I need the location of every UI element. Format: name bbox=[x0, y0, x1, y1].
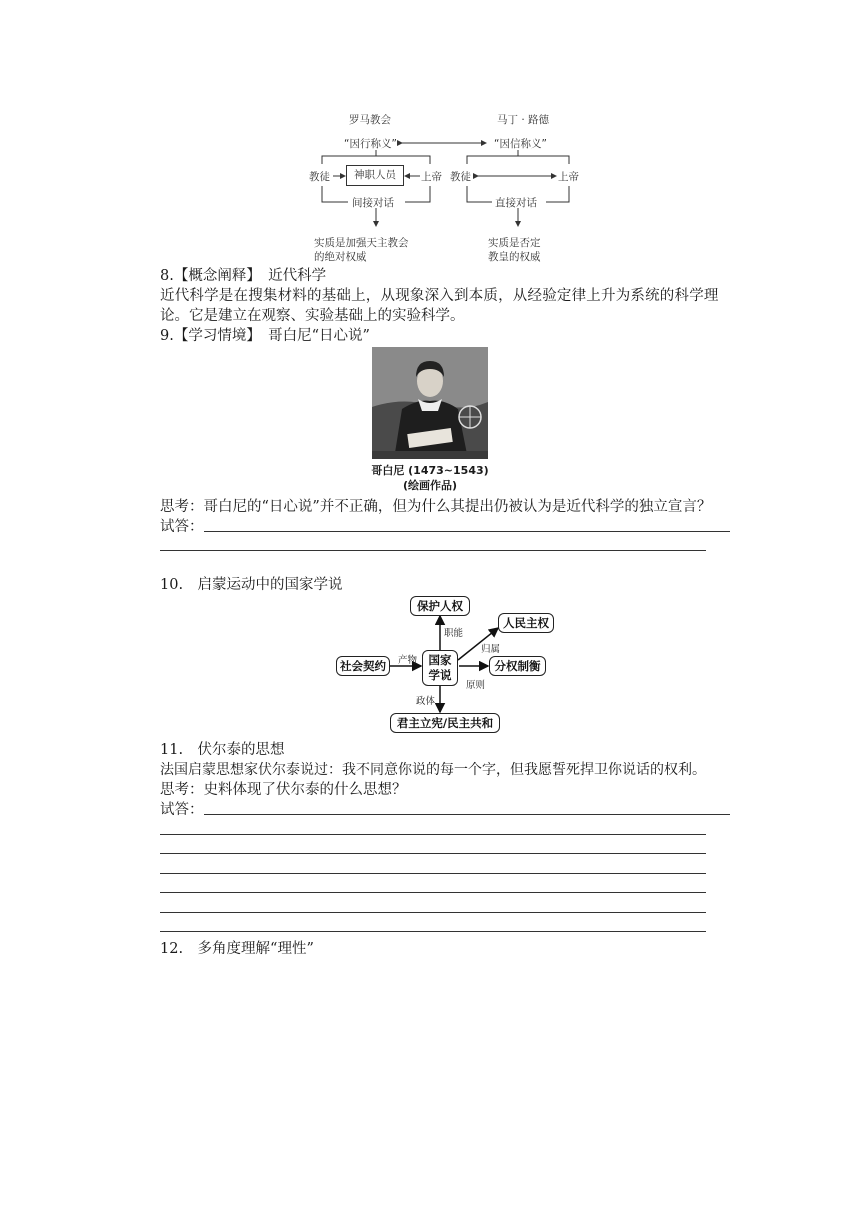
node-state-theory bbox=[422, 650, 458, 686]
label-principle: 原则 bbox=[466, 680, 486, 691]
item11-answer-line[interactable] bbox=[160, 931, 706, 932]
item11-answer-line[interactable] bbox=[160, 912, 706, 913]
label-polity: 政体 bbox=[416, 696, 436, 707]
clergy-box: 神职人员 bbox=[346, 165, 404, 186]
left-god: 上帝 bbox=[421, 171, 442, 183]
right-title: 马丁 · 路德 bbox=[497, 114, 550, 126]
label-function: 职能 bbox=[444, 628, 464, 639]
item9-heading: 9.【学习情境】 哥白尼“日心说” bbox=[160, 328, 370, 344]
right-essence-line2: 教皇的权威 bbox=[488, 251, 541, 263]
node-state-theory-line2: 学说 bbox=[428, 668, 452, 682]
portrait-caption-line1: 哥白尼 (1473~1543) bbox=[371, 464, 489, 477]
left-doctrine: “因行称义” bbox=[344, 138, 397, 150]
item10-heading: 10. 启蒙运动中的国家学说 bbox=[160, 577, 343, 593]
node-social-contract: 社会契约 bbox=[336, 656, 390, 676]
item9-question: 思考：哥白尼的“日心说”并不正确，但为什么其提出仍被认为是近代科学的独立宣言？ bbox=[160, 499, 712, 515]
right-believer: 教徒 bbox=[450, 171, 471, 183]
item11-answer-line[interactable] bbox=[160, 834, 706, 835]
label-product: 产物 bbox=[398, 655, 418, 666]
node-protect-human-rights: 保护人权 bbox=[410, 596, 470, 616]
left-essence-line1: 实质是加强天主教会 bbox=[314, 237, 409, 249]
item11-question: 思考：史料体现了伏尔泰的什么思想？ bbox=[160, 782, 407, 798]
node-state-theory-line1: 国家 bbox=[428, 653, 452, 667]
item11-answer-line[interactable] bbox=[160, 853, 706, 854]
item11-answer-label: 试答： bbox=[160, 802, 204, 818]
item9-answer-label: 试答： bbox=[160, 519, 204, 535]
right-god: 上帝 bbox=[558, 171, 579, 183]
item8-body-line2: 论。它是建立在观察、实验基础上的实验科学。 bbox=[160, 308, 465, 324]
node-separation-of-powers: 分权制衡 bbox=[489, 656, 546, 676]
portrait-caption-line2: (绘画作品) bbox=[402, 479, 458, 492]
item11-answer-line[interactable] bbox=[204, 814, 730, 815]
item8-body-line1: 近代科学是在搜集材料的基础上，从现象深入到本质，从经验定律上升为系统的科学理 bbox=[160, 288, 719, 304]
label-belong: 归属 bbox=[481, 644, 501, 655]
left-dialog: 间接对话 bbox=[352, 197, 394, 209]
item11-heading: 11. 伏尔泰的思想 bbox=[160, 742, 285, 758]
node-popular-sovereignty: 人民主权 bbox=[498, 613, 554, 633]
right-dialog: 直接对话 bbox=[495, 197, 537, 209]
item11-answer-line[interactable] bbox=[160, 892, 706, 893]
left-essence-line2: 的绝对权威 bbox=[314, 251, 367, 263]
item11-body: 法国启蒙思想家伏尔泰说过：我不同意你说的每一个字，但我愿誓死捍卫你说话的权利。 bbox=[160, 762, 706, 778]
right-doctrine: “因信称义” bbox=[494, 138, 547, 150]
item12-heading: 12. 多角度理解“理性” bbox=[160, 941, 314, 957]
item11-answer-line[interactable] bbox=[160, 873, 706, 874]
node-polity-forms: 君主立宪/民主共和 bbox=[390, 713, 500, 733]
item8-heading: 8.【概念阐释】 近代科学 bbox=[160, 268, 327, 284]
left-believer: 教徒 bbox=[309, 171, 330, 183]
left-title: 罗马教会 bbox=[349, 114, 391, 126]
right-essence-line1: 实质是否定 bbox=[488, 237, 541, 249]
